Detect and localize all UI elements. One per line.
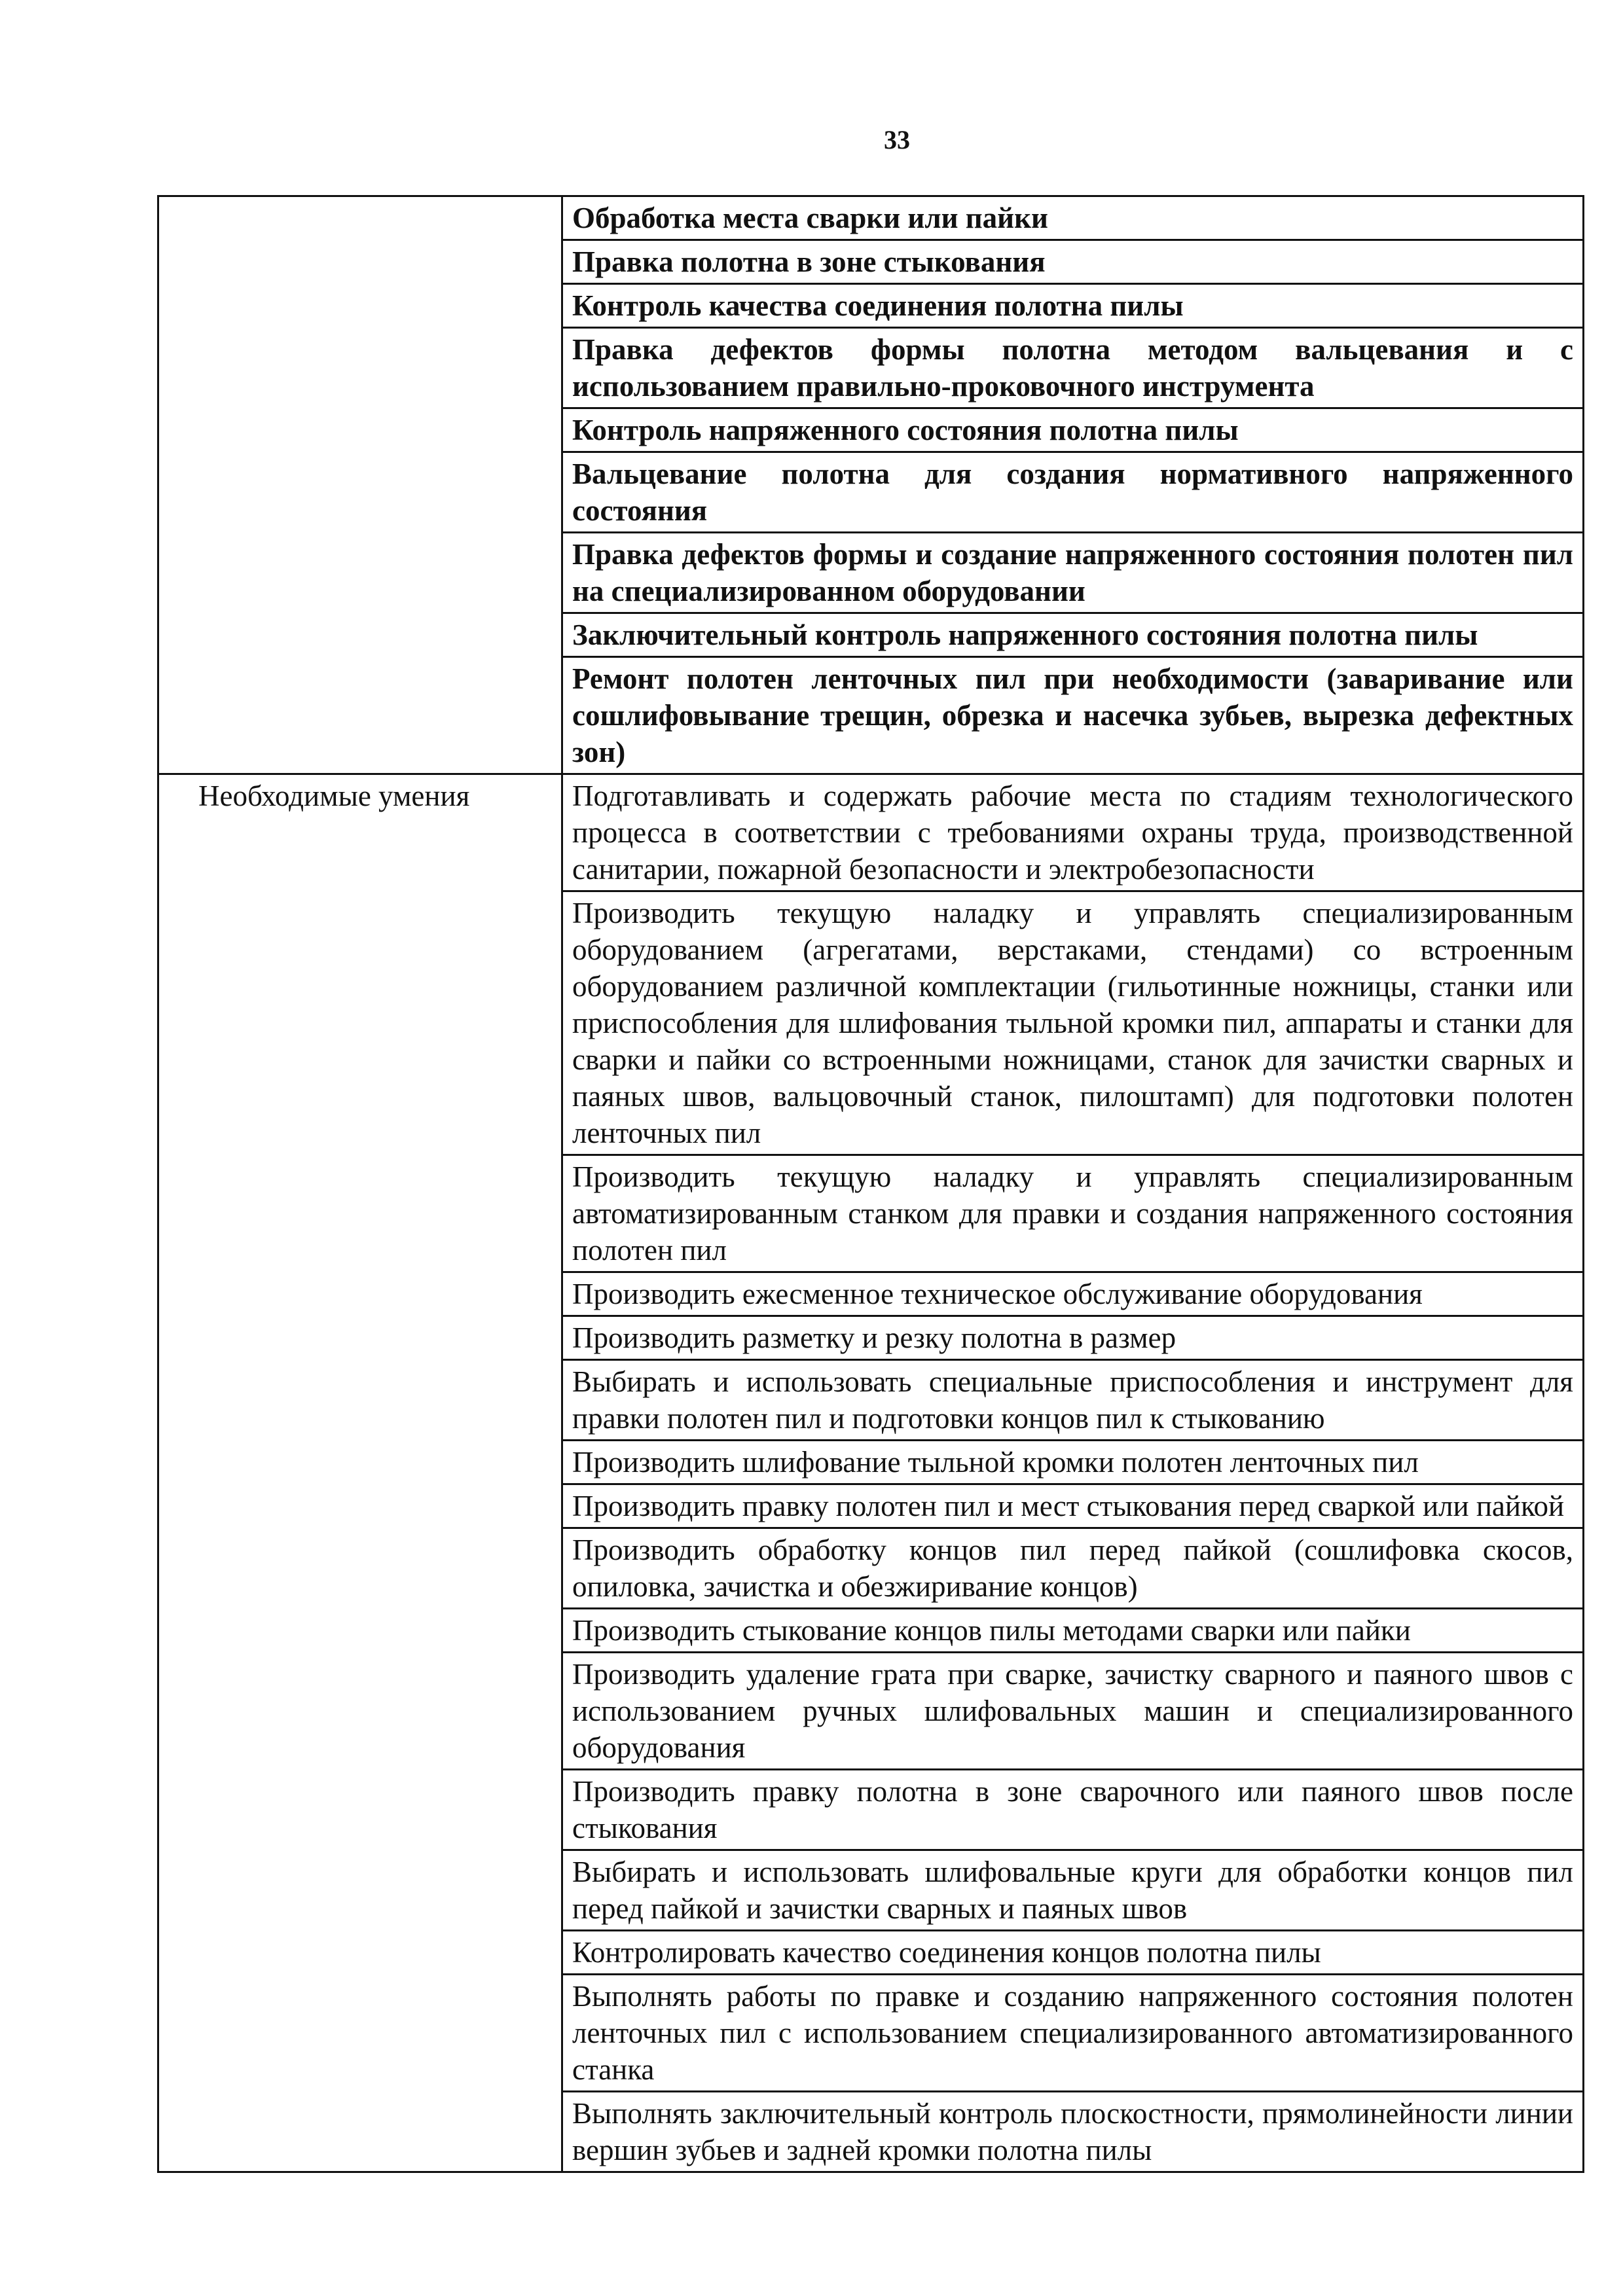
labor-action-cell: Вальцевание полотна для создания нормативного напряженного состояния [562,452,1584,533]
skill-cell: Производить ежесменное техническое обслуживание оборудования [562,1272,1584,1316]
labor-action-cell: Заключительный контроль напряженного состояния полотна пилы [562,613,1584,657]
skill-cell: Производить стыкование концов пилы методами сварки или пайки [562,1609,1584,1653]
labor-actions-label-cell [158,196,562,774]
skill-cell: Выбирать и использовать шлифовальные круги для обработки концов пил перед пайкой и зачистки сварных и паяных швов [562,1850,1584,1931]
skill-cell: Подготавливать и содержать рабочие места по стадиям технологического процесса в соответствии с требованиями охраны труда, производственной санитарии, пожарной безопасности и электробезопасности [562,774,1584,891]
skill-cell: Производить разметку и резку полотна в размер [562,1316,1584,1360]
skill-cell: Производить обработку концов пил перед пайкой (сошлифовка скосов, опиловка, зачистка и обезжиривание концов) [562,1528,1584,1609]
skill-cell: Выполнять работы по правке и созданию напряженного состояния полотен ленточных пил с использованием специализированного автоматизированного станка [562,1975,1584,2092]
labor-action-cell: Контроль напряженного состояния полотна пилы [562,408,1584,452]
skill-cell: Производить удаление грата при сварке, зачистку сварного и паяного швов с использованием ручных шлифовальных машин и специализированного оборудования [562,1653,1584,1770]
skills-label-cell: Необходимые умения [158,774,562,2172]
labor-action-cell: Правка полотна в зоне стыкования [562,240,1584,284]
labor-action-cell: Правка дефектов формы и создание напряженного состояния полотен пил на специализированном оборудовании [562,533,1584,613]
labor-action-cell: Правка дефектов формы полотна методом вальцевания и с использованием правильно-проковочного инструмента [562,328,1584,408]
skill-cell: Выполнять заключительный контроль плоскостности, прямолинейности линии вершин зубьев и задней кромки полотна пилы [562,2092,1584,2172]
skill-cell: Контролировать качество соединения концов полотна пилы [562,1931,1584,1975]
skill-cell: Производить правку полотна в зоне сварочного или паяного швов после стыкования [562,1770,1584,1850]
table-row [158,774,1584,891]
page-number: 33 [884,125,910,154]
skill-cell: Выбирать и использовать специальные приспособления и инструмент для правки полотен пил и подготовки концов пил к стыкованию [562,1360,1584,1441]
skill-cell: Производить правку полотен пил и мест стыкования перед сваркой или пайкой [562,1484,1584,1528]
skill-cell: Производить текущую наладку и управлять специализированным автоматизированным станком для правки и создания напряженного состояния полотен пил [562,1155,1584,1272]
labor-action-cell: Обработка места сварки или пайки [562,196,1584,240]
skill-cell: Производить текущую наладку и управлять специализированным оборудованием (агрегатами, верстаками, стендами) со встроенным оборудованием различной комплектации (гильотинные ножницы, станки или приспособления для шлифования тыльной кромки пил, аппараты и станки для сварки и пайки со встроенными ножницами, станок для зачистки сварных и паяных швов, вальцовочный станок, пилоштамп) для подготовки полотен ленточных пил [562,891,1584,1155]
table-row [158,196,1584,240]
requirements-table [157,195,1584,2173]
skill-cell: Производить шлифование тыльной кромки полотен ленточных пил [562,1441,1584,1484]
labor-action-cell: Контроль качества соединения полотна пилы [562,284,1584,328]
labor-action-cell: Ремонт полотен ленточных пил при необходимости (заваривание или сошлифовывание трещин, обрезка и насечка зубьев, вырезка дефектных зон) [562,657,1584,774]
